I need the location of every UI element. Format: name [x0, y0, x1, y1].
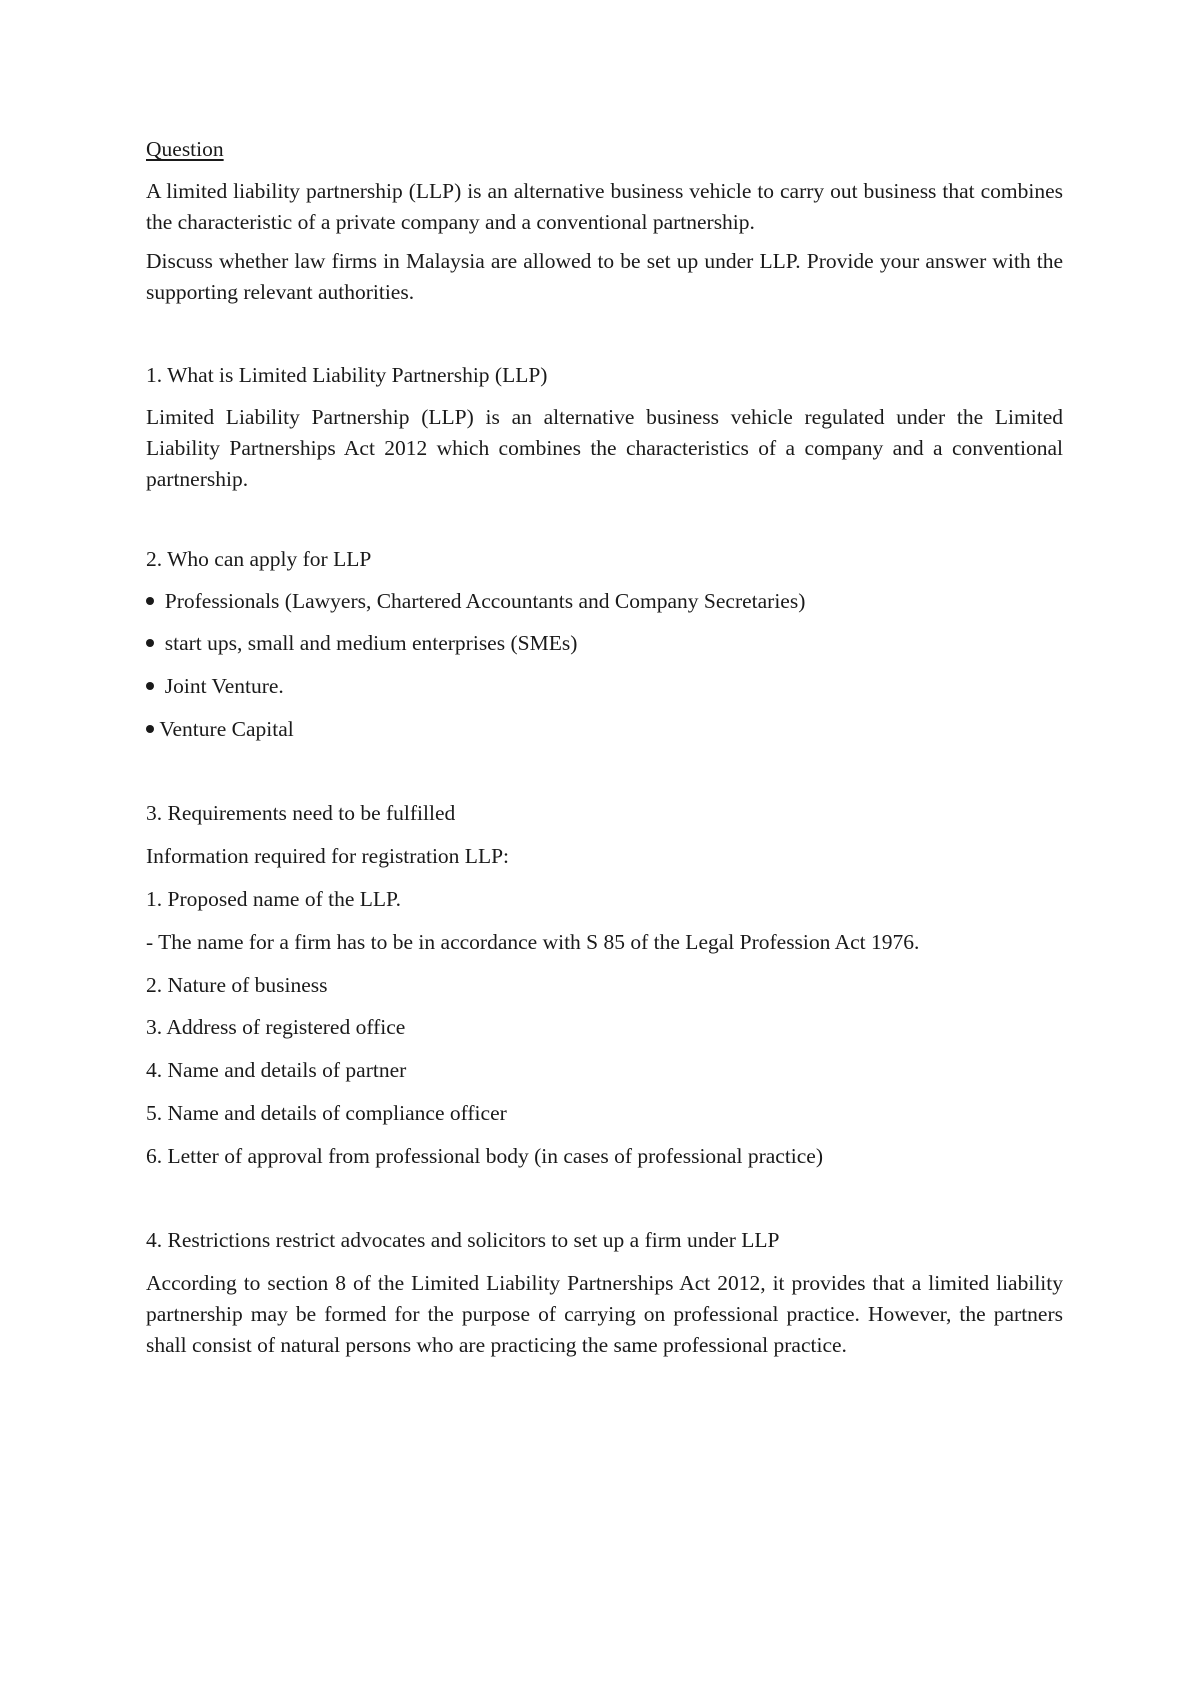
bullet-item — [146, 671, 1063, 702]
section-4-heading: 4. Restrictions restrict advocates and solicitors to set up a firm under LLP — [146, 1228, 780, 1252]
requirement-note: - The name for a firm has to be in accordance with S 85 of the Legal Profession Act 1976. — [146, 930, 920, 954]
bullet-icon — [146, 639, 154, 647]
section-3-intro: Information required for registration LLP: — [146, 844, 510, 868]
bullet-item — [146, 714, 1063, 745]
bullet-text: Joint Venture. — [164, 674, 284, 698]
bullet-text: Professionals (Lawyers, Chartered Accountants and Company Secretaries) — [164, 589, 806, 613]
question-heading: Question — [146, 137, 224, 161]
question-paragraph-1: A limited liability partnership (LLP) is an alternative business vehicle to carry out business that combines the characteristic of a private company and a conventional partnership. — [146, 179, 1063, 234]
section-4-paragraph: According to section 8 of the Limited Liability Partnerships Act 2012, it provides that a limited liability partnership may be formed for the purpose of carrying on professional practice. However, the partners shall consist of natural persons who are practicing the same professional practice. — [146, 1271, 1063, 1357]
requirement-item: 1. Proposed name of the LLP. — [146, 887, 401, 911]
bullet-icon — [146, 597, 154, 605]
section-2-heading: 2. Who can apply for LLP — [146, 547, 372, 571]
bullet-text: Venture Capital — [159, 717, 294, 741]
question-paragraph-2: Discuss whether law firms in Malaysia are allowed to be set up under LLP. Provide your answer with the supporting relevant authorities. — [146, 249, 1063, 304]
bullet-item — [146, 628, 1063, 659]
section-1-paragraph: Limited Liability Partnership (LLP) is an alternative business vehicle regulated under the Limited Liability Partnerships Act 2012 which combines the characteristics of a company and a conventional partnership. — [146, 405, 1063, 491]
bullet-item — [146, 586, 1063, 617]
requirement-item: 4. Name and details of partner — [146, 1058, 407, 1082]
section-1-heading: 1. What is Limited Liability Partnership (LLP) — [146, 363, 548, 387]
requirement-item: 5. Name and details of compliance officer — [146, 1101, 507, 1125]
bullet-icon — [146, 682, 154, 690]
requirement-item: 3. Address of registered office — [146, 1015, 406, 1039]
requirement-item: 6. Letter of approval from professional body (in cases of professional practice) — [146, 1144, 824, 1168]
requirement-item: 2. Nature of business — [146, 973, 328, 997]
bullet-text: start ups, small and medium enterprises (SMEs) — [164, 631, 578, 655]
bullet-icon — [146, 725, 154, 733]
section-3-heading: 3. Requirements need to be fulfilled — [146, 801, 456, 825]
